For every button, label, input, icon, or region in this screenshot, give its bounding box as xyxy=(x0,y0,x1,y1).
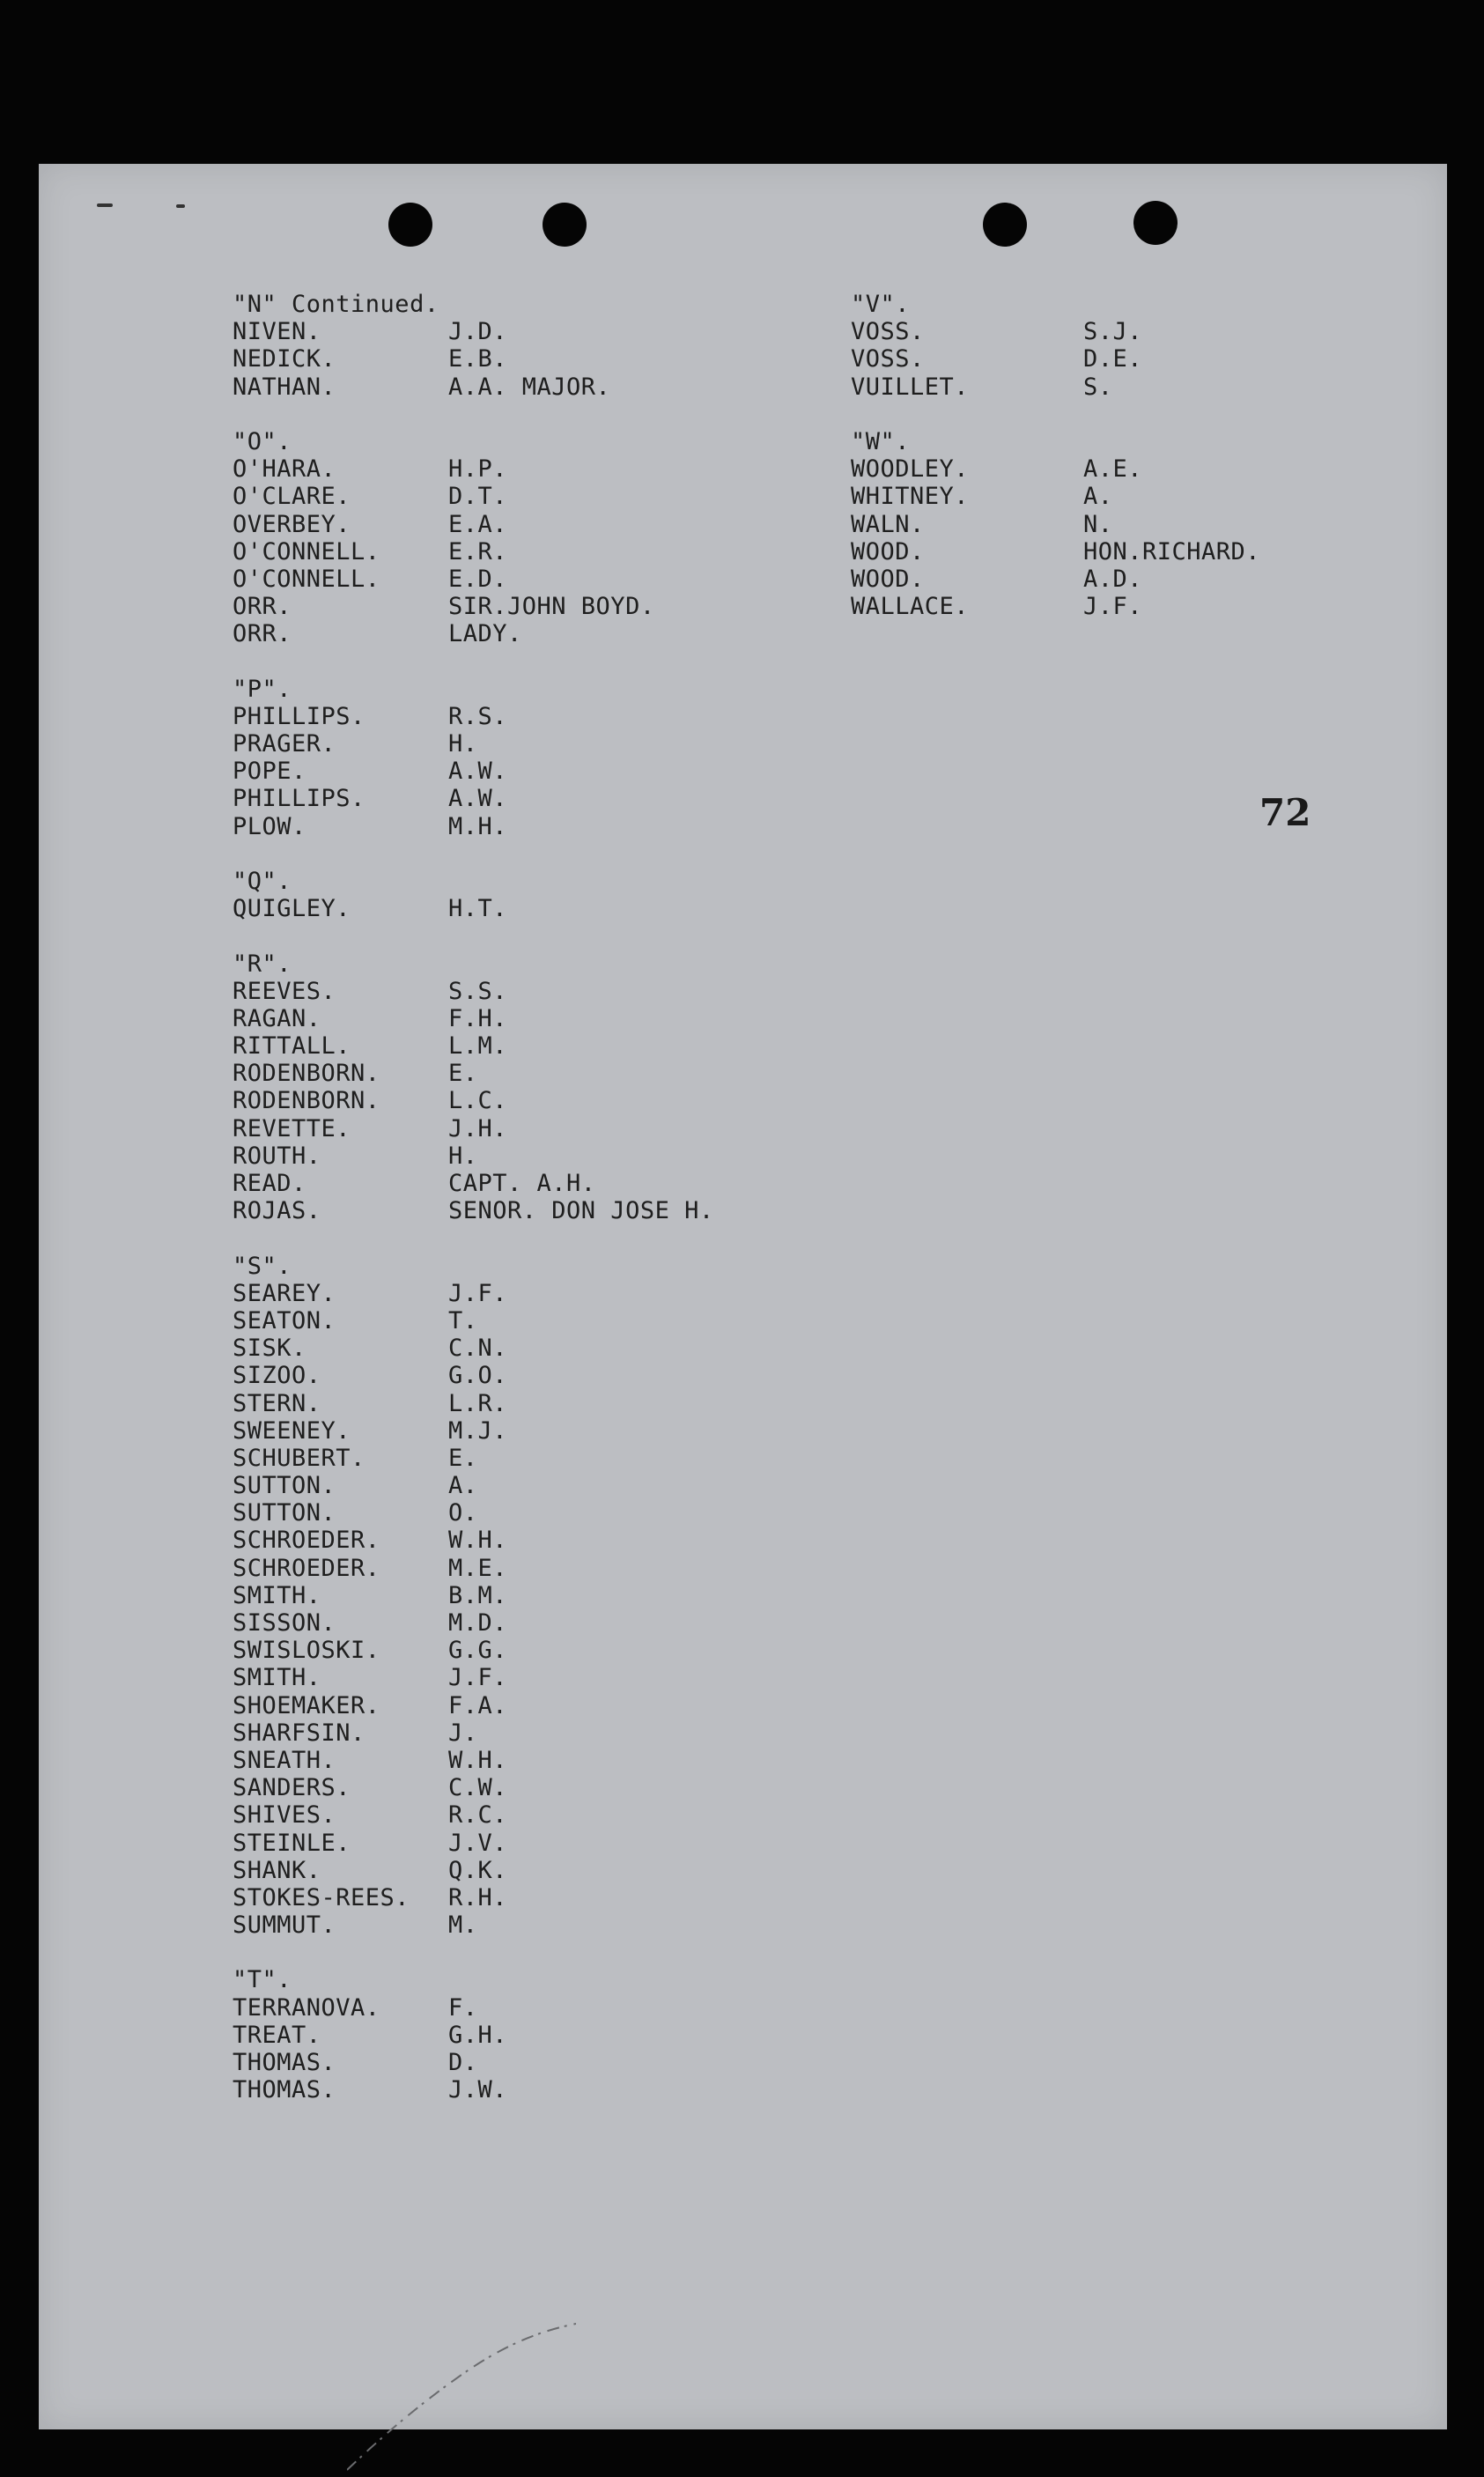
initials: H.T. xyxy=(448,895,508,923)
surname: O'CONNELL. xyxy=(233,537,380,566)
initials: A.A. MAJOR. xyxy=(448,373,611,401)
name-entry xyxy=(233,1362,714,1389)
initials: C.W. xyxy=(448,1774,508,1802)
initials: F. xyxy=(448,1993,478,2022)
surname: RODENBORN. xyxy=(233,1087,380,1115)
name-entry xyxy=(233,1280,714,1307)
surname: SISK. xyxy=(233,1335,306,1363)
name-entry xyxy=(233,785,714,812)
surname: NATHAN. xyxy=(233,373,336,401)
initials: D.E. xyxy=(1083,345,1143,373)
page-number: 72 xyxy=(1259,791,1311,834)
surname: SMITH. xyxy=(233,1664,321,1692)
section-heading: "P". xyxy=(233,675,292,703)
letter-section xyxy=(233,291,714,401)
name-entry xyxy=(233,1911,714,1939)
left-name-column xyxy=(233,291,714,2104)
name-entry xyxy=(233,620,714,647)
name-entry xyxy=(233,1609,714,1637)
name-entry xyxy=(233,1060,714,1087)
name-entry xyxy=(233,978,714,1005)
section-heading: "V". xyxy=(851,291,911,318)
initials: M.J. xyxy=(448,1416,508,1445)
surname: TERRANOVA. xyxy=(233,1993,380,2022)
surname: SWISLOSKI. xyxy=(233,1637,380,1665)
initials: SENOR. DON JOSE H. xyxy=(448,1197,714,1225)
letter-section xyxy=(851,291,1260,401)
surname: ROJAS. xyxy=(233,1197,321,1225)
section-heading: "O". xyxy=(233,427,292,455)
surname: SWEENEY. xyxy=(233,1416,351,1445)
initials: H. xyxy=(448,730,478,758)
initials: R.S. xyxy=(448,702,508,730)
surname: SHIVES. xyxy=(233,1801,336,1830)
name-entry xyxy=(851,538,1260,566)
surname: O'HARA. xyxy=(233,455,336,484)
name-entry xyxy=(233,1307,714,1335)
surname: READ. xyxy=(233,1170,306,1197)
name-entry xyxy=(233,566,714,593)
name-entry xyxy=(233,758,714,785)
name-entry xyxy=(233,1170,714,1197)
initials: J.F. xyxy=(448,1664,508,1692)
name-entry xyxy=(233,1774,714,1801)
surname: VOSS. xyxy=(851,318,925,346)
initials: M.H. xyxy=(448,812,508,840)
punch-hole xyxy=(983,203,1027,247)
name-entry xyxy=(233,2076,714,2104)
name-entry xyxy=(233,318,714,345)
letter-section xyxy=(233,676,714,840)
initials: LADY. xyxy=(448,620,522,648)
name-entry xyxy=(233,593,714,620)
surname: OVERBEY. xyxy=(233,510,351,538)
name-entry xyxy=(233,1555,714,1582)
surname: TREAT. xyxy=(233,2021,321,2049)
surname: SCHUBERT. xyxy=(233,1444,365,1472)
name-entry xyxy=(851,566,1260,593)
initials: J.F. xyxy=(1083,593,1143,621)
surname: PLOW. xyxy=(233,812,306,840)
punch-hole xyxy=(388,203,432,247)
name-entry xyxy=(233,455,714,483)
name-entry xyxy=(233,1115,714,1142)
surname: ROUTH. xyxy=(233,1142,321,1170)
surname: WALLACE. xyxy=(851,593,970,621)
surname: WOODLEY. xyxy=(851,455,970,484)
initials: CAPT. A.H. xyxy=(448,1170,596,1197)
surname: SHOEMAKER. xyxy=(233,1691,380,1719)
initials: J.H. xyxy=(448,1114,508,1142)
name-entry xyxy=(233,1527,714,1554)
surname: PHILLIPS. xyxy=(233,785,365,813)
name-entry xyxy=(233,1637,714,1664)
initials: E. xyxy=(448,1060,478,1088)
name-entry xyxy=(233,1582,714,1609)
surname: SUTTON. xyxy=(233,1472,336,1500)
name-entry xyxy=(233,813,714,840)
surname: WHITNEY. xyxy=(851,483,970,511)
letter-section xyxy=(233,1253,714,1940)
surname: ORR. xyxy=(233,620,292,648)
surname: WALN. xyxy=(851,510,925,538)
initials: A.W. xyxy=(448,785,508,813)
initials: J. xyxy=(448,1719,478,1747)
initials: E.R. xyxy=(448,537,508,566)
initials: M.E. xyxy=(448,1554,508,1582)
name-entry xyxy=(851,455,1260,483)
letter-section xyxy=(233,868,714,922)
name-entry xyxy=(233,1830,714,1857)
initials: L.M. xyxy=(448,1032,508,1061)
initials: G.G. xyxy=(448,1637,508,1665)
name-entry xyxy=(851,373,1260,401)
surname: STOKES-REES. xyxy=(233,1883,410,1911)
name-entry xyxy=(233,1417,714,1445)
surname: WOOD. xyxy=(851,537,925,566)
name-entry xyxy=(233,538,714,566)
punch-hole xyxy=(1133,201,1178,245)
name-entry xyxy=(851,593,1260,620)
letter-section xyxy=(851,428,1260,620)
surname: SNEATH. xyxy=(233,1746,336,1774)
initials: G.O. xyxy=(448,1362,508,1390)
surname: NEDICK. xyxy=(233,345,336,373)
surname: VOSS. xyxy=(851,345,925,373)
surname: STERN. xyxy=(233,1389,321,1417)
initials: J.F. xyxy=(448,1279,508,1307)
speck-mark xyxy=(176,204,185,208)
initials: S. xyxy=(1083,373,1113,401)
name-entry xyxy=(233,703,714,730)
section-heading: "W". xyxy=(851,427,911,455)
letter-section xyxy=(233,428,714,648)
initials: B.M. xyxy=(448,1581,508,1609)
surname: O'CONNELL. xyxy=(233,565,380,593)
section-heading: "N" Continued. xyxy=(233,291,439,318)
initials: W.H. xyxy=(448,1746,508,1774)
surname: RAGAN. xyxy=(233,1004,321,1032)
surname: SISSON. xyxy=(233,1609,336,1637)
initials: J.W. xyxy=(448,2076,508,2104)
initials: M. xyxy=(448,1911,478,1940)
surname: SHANK. xyxy=(233,1856,321,1884)
name-entry xyxy=(233,1499,714,1527)
initials: R.C. xyxy=(448,1801,508,1830)
initials: E.D. xyxy=(448,565,508,593)
name-entry xyxy=(233,1032,714,1060)
name-entry xyxy=(233,373,714,401)
initials: E.B. xyxy=(448,345,508,373)
surname: RODENBORN. xyxy=(233,1060,380,1088)
name-entry xyxy=(233,1472,714,1499)
initials: S.J. xyxy=(1083,318,1143,346)
initials: L.R. xyxy=(448,1389,508,1417)
initials: C.N. xyxy=(448,1335,508,1363)
name-entry xyxy=(233,1664,714,1691)
initials: G.H. xyxy=(448,2021,508,2049)
name-entry xyxy=(851,483,1260,510)
initials: W.H. xyxy=(448,1527,508,1555)
letter-section xyxy=(233,950,714,1225)
surname: SUMMUT. xyxy=(233,1911,336,1940)
surname: SEATON. xyxy=(233,1306,336,1335)
name-entry xyxy=(233,511,714,538)
initials: J.D. xyxy=(448,318,508,346)
initials: O. xyxy=(448,1499,478,1527)
surname: QUIGLEY. xyxy=(233,895,351,923)
name-entry xyxy=(851,345,1260,373)
name-entry xyxy=(233,2022,714,2049)
initials: E. xyxy=(448,1444,478,1472)
initials: T. xyxy=(448,1306,478,1335)
name-entry xyxy=(233,2049,714,2076)
name-entry xyxy=(233,1857,714,1884)
letter-section xyxy=(233,1966,714,2104)
name-entry xyxy=(851,511,1260,538)
initials: R.H. xyxy=(448,1883,508,1911)
punch-hole xyxy=(543,203,587,247)
surname: NIVEN. xyxy=(233,318,321,346)
name-entry xyxy=(851,318,1260,345)
initials: SIR.JOHN BOYD. xyxy=(448,593,655,621)
initials: E.A. xyxy=(448,510,508,538)
surname: REEVES. xyxy=(233,977,336,1005)
initials: F.H. xyxy=(448,1004,508,1032)
initials: H.P. xyxy=(448,455,508,484)
surname: REVETTE. xyxy=(233,1114,351,1142)
surname: STEINLE. xyxy=(233,1829,351,1857)
name-entry xyxy=(233,730,714,758)
initials: F.A. xyxy=(448,1691,508,1719)
surname: POPE. xyxy=(233,758,306,786)
name-entry xyxy=(233,1445,714,1472)
surname: PRAGER. xyxy=(233,730,336,758)
name-entry xyxy=(233,1087,714,1114)
surname: SEAREY. xyxy=(233,1279,336,1307)
name-entry xyxy=(233,1719,714,1747)
surname: THOMAS. xyxy=(233,2076,336,2104)
surname: SIZOO. xyxy=(233,1362,321,1390)
surname: SMITH. xyxy=(233,1581,321,1609)
initials: A.E. xyxy=(1083,455,1143,484)
name-entry xyxy=(233,1005,714,1032)
surname: SCHROEDER. xyxy=(233,1554,380,1582)
surname: VUILLET. xyxy=(851,373,970,401)
surname: WOOD. xyxy=(851,565,925,593)
pencil-stroke xyxy=(347,2322,576,2472)
section-heading: "Q". xyxy=(233,867,292,895)
name-entry xyxy=(233,1884,714,1911)
name-entry xyxy=(233,483,714,510)
right-name-column xyxy=(851,291,1260,620)
initials: N. xyxy=(1083,510,1113,538)
surname: SANDERS. xyxy=(233,1774,351,1802)
initials: D. xyxy=(448,2049,478,2076)
name-entry xyxy=(233,1197,714,1224)
initials: A.W. xyxy=(448,758,508,786)
initials: A.D. xyxy=(1083,565,1143,593)
name-entry xyxy=(233,1994,714,2022)
section-heading: "T". xyxy=(233,1966,292,1994)
initials: S.S. xyxy=(448,977,508,1005)
surname: PHILLIPS. xyxy=(233,702,365,730)
surname: RITTALL. xyxy=(233,1032,351,1061)
initials: J.V. xyxy=(448,1829,508,1857)
surname: SCHROEDER. xyxy=(233,1527,380,1555)
surname: ORR. xyxy=(233,593,292,621)
name-entry xyxy=(233,1390,714,1417)
section-heading: "R". xyxy=(233,950,292,978)
initials: M.D. xyxy=(448,1609,508,1637)
initials: D.T. xyxy=(448,483,508,511)
name-entry xyxy=(233,1747,714,1774)
initials: H. xyxy=(448,1142,478,1170)
initials: HON.RICHARD. xyxy=(1083,537,1261,566)
initials: A. xyxy=(1083,483,1113,511)
surname: O'CLARE. xyxy=(233,483,351,511)
name-entry xyxy=(233,1142,714,1170)
initials: L.C. xyxy=(448,1087,508,1115)
surname: THOMAS. xyxy=(233,2049,336,2076)
section-heading: "S". xyxy=(233,1252,292,1280)
name-entry xyxy=(233,345,714,373)
initials: A. xyxy=(448,1472,478,1500)
surname: SUTTON. xyxy=(233,1499,336,1527)
speck-mark xyxy=(97,203,113,207)
name-entry xyxy=(233,895,714,922)
name-entry xyxy=(233,1692,714,1719)
initials: Q.K. xyxy=(448,1856,508,1884)
name-entry xyxy=(233,1801,714,1829)
surname: SHARFSIN. xyxy=(233,1719,365,1747)
name-entry xyxy=(233,1335,714,1362)
